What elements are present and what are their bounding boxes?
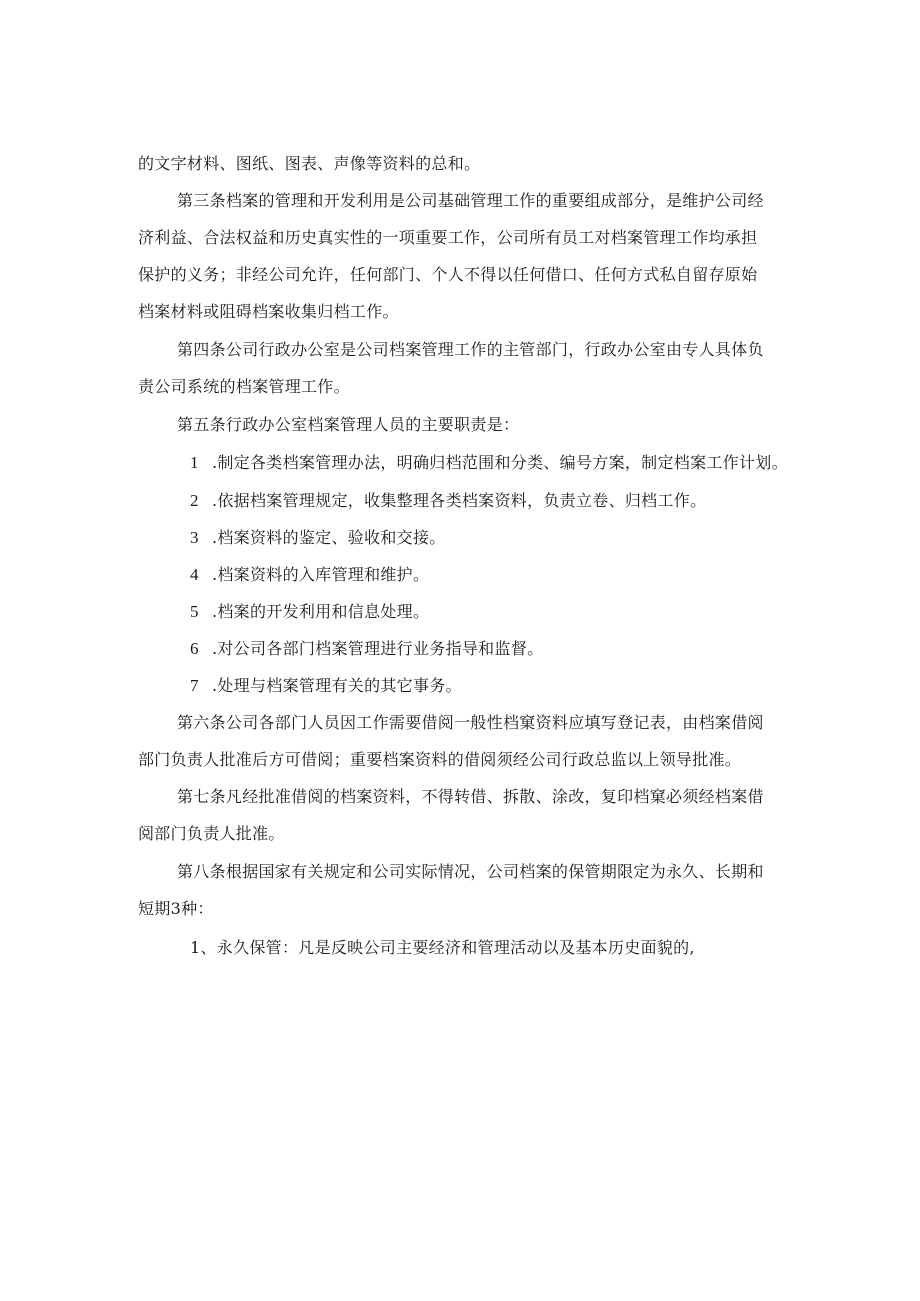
duty-number: 2 [190, 491, 199, 510]
article-3-line: 保护的义务；非经公司允许，任何部门、个人不得以任何借口、任何方式私自留存原始 [138, 265, 758, 284]
duty-item [190, 675, 462, 697]
duty-text: .档案的开发利用和信息处理。 [212, 602, 430, 621]
article-3-line: 济利益、合法权益和历史真实性的一项重要工作，公司所有员工对档案管理工作均承担 [138, 228, 758, 247]
paragraph-line: 的文字材料、图纸、图表、声像等资料的总和。 [138, 154, 481, 173]
article-3-line: 第三条档案的管理和开发利用是公司基础管理工作的重要组成部分，是维护公司经 [177, 191, 764, 210]
duty-number: 4 [190, 565, 199, 584]
duty-item [190, 638, 543, 660]
duty-number: 6 [190, 639, 199, 658]
duty-item [190, 490, 706, 512]
duty-item [190, 564, 429, 586]
article-6-line: 第六条公司各部门人员因工作需要借阅一般性档窠资料应填写登记表，由档案借阅 [177, 713, 764, 732]
article-7-line: 阅部门负责人批准。 [138, 824, 285, 843]
article-4-line: 第四条公司行政办公室是公司档案管理工作的主管部门，行政办公室由专人具体负 [177, 340, 764, 359]
duty-number: 3 [190, 528, 199, 547]
article-8-line: 第八条根据国家有关规定和公司实际情况，公司档案的保管期限定为永久、长期和 [177, 862, 764, 881]
duty-number: 5 [190, 602, 199, 621]
duty-item [190, 452, 788, 474]
retention-item: 1、永久保管：凡是反映公司主要经济和管理活动以及基本历史面貌的, [190, 938, 695, 957]
article-6-line: 部门负责人批准后方可借阅；重要档案资料的借阅须经公司行政总监以上领导批准。 [138, 750, 742, 769]
duty-text: .档案资料的鉴定、验收和交接。 [212, 528, 446, 547]
article-8-line: 短期3种： [138, 899, 214, 918]
article-5-line: 第五条行政办公室档案管理人员的主要职责是： [177, 415, 520, 434]
duty-text: .档案资料的入库管理和维护。 [212, 565, 430, 584]
duty-text: .对公司各部门档案管理进行业务指导和监督。 [212, 639, 544, 658]
duty-item [190, 601, 429, 623]
article-7-line: 第七条凡经批准借阅的档案资料，不得转借、拆散、涂改，复印档窠必须经档案借 [177, 787, 764, 806]
duty-text: .处理与档案管理有关的其它事务。 [212, 676, 462, 695]
duty-text: .依据档案管理规定，收集整理各类档案资料，负责立卷、归档工作。 [212, 491, 707, 510]
duty-item [190, 527, 446, 549]
duty-number: 7 [190, 676, 199, 695]
article-3-line: 档案材料或阻碍档案收集归档工作。 [138, 302, 399, 321]
duty-number: 1 [190, 453, 199, 472]
article-4-line: 责公司系统的档案管理工作。 [138, 377, 350, 396]
duty-text: .制定各类档案管理办法，明确归档范围和分类、编号方案，制定档案工作计划。 [212, 453, 788, 472]
